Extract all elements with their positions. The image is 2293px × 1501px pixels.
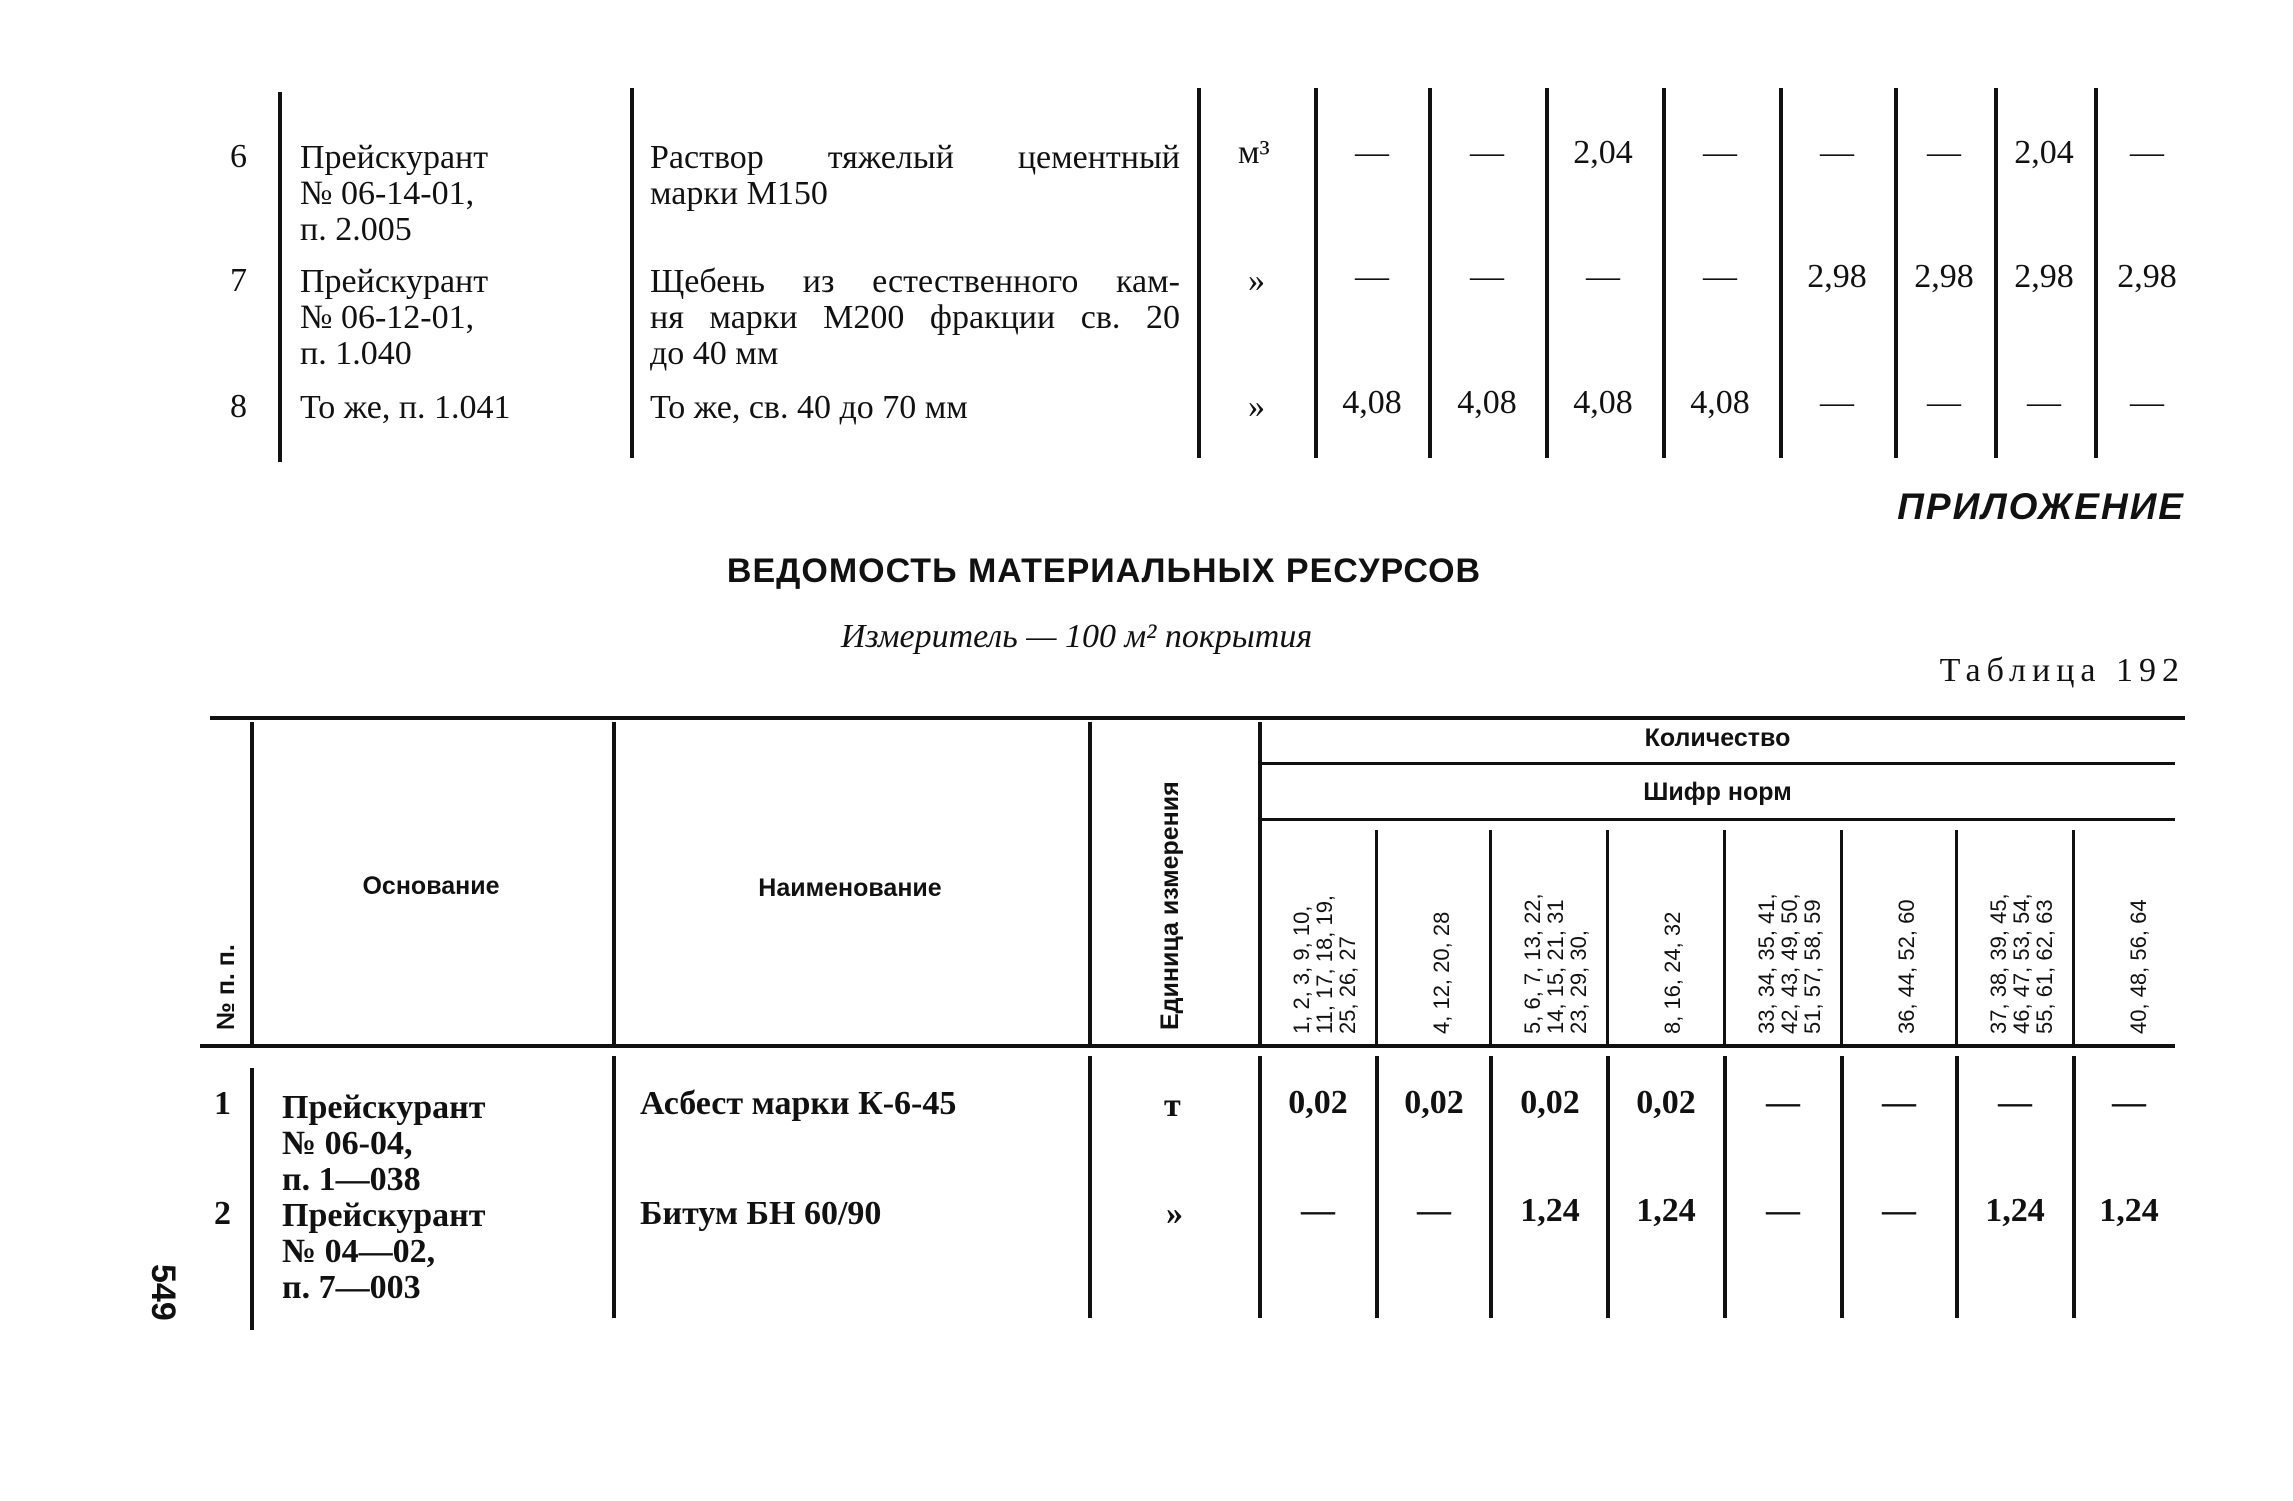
row-basis: То же, п. 1.041 [300,389,511,426]
value-cell: 0,02 [1636,1084,1696,1121]
row-unit: » [1248,262,1265,299]
norm-code-line: 40, 48, 56, 64 [2125,899,2151,1034]
body-rule-1 [250,1068,254,1330]
value-cell: 2,98 [1914,258,1974,295]
header-quantity: Количество [1644,724,1791,752]
value-cell: — [1820,134,1854,171]
table-label: Таблица 192 [1939,652,2185,689]
hdr-rule-10 [1955,830,1958,1044]
value-cell: — [2130,384,2164,421]
value-cell: — [2027,384,2061,421]
value-cell: — [2130,134,2164,171]
value-cell: — [1586,258,1620,295]
row-number: 1 [214,1085,231,1122]
value-cell: — [2112,1084,2146,1121]
norm-code-label [1895,899,1918,1034]
hdr-rule-8 [1723,830,1726,1044]
norm-code-label [1430,912,1453,1034]
value-cell: — [1927,384,1961,421]
value-cell: — [1301,1192,1335,1229]
body-rule-2 [612,1056,616,1318]
norm-code-line: 5, 6, 7, 13, 22, [1519,893,1545,1034]
row-unit: т [1164,1087,1181,1124]
norm-code-label [1661,912,1684,1034]
value-cell: — [1703,134,1737,171]
row-basis: Прейскурант № 06-14-01, п. 2.005 [300,139,489,248]
hdr-rule-4 [1258,722,1262,1044]
row-number: 7 [230,262,247,299]
norm-code-label [1521,893,1590,1034]
hdr-rule-7 [1606,830,1609,1044]
norm-code-line: 25, 26, 27 [1334,936,1360,1034]
document-title: ВЕДОМОСТЬ МАТЕРИАЛЬНЫХ РЕСУРСОВ [726,552,1482,590]
codes-rule [1260,818,2175,821]
header-name: Наименование [758,874,942,902]
norm-code-line: 42, 43, 49, 50, [1776,893,1802,1034]
row-basis: Прейскурант № 06-04, п. 1—038 [282,1089,486,1198]
header-bottom-rule [200,1044,2175,1048]
value-cell: 0,02 [1288,1084,1348,1121]
header-unit: Единица измерения [1156,781,1184,1030]
body-rule-4 [1258,1056,1262,1318]
norm-code-line: 14, 15, 21, 31 [1542,899,1568,1034]
value-cell: 4,08 [1342,384,1402,421]
norm-code-line: 55, 61, 62, 63 [2031,899,2057,1034]
value-cell: 2,98 [2117,258,2177,295]
value-cell: — [1417,1192,1451,1229]
norm-code-line: 23, 29, 30, [1565,930,1591,1034]
value-cell: 2,04 [2014,134,2074,171]
norm-code-line: 51, 57, 58, 59 [1799,899,1825,1034]
value-cell: — [1470,134,1504,171]
body-rule-10 [1955,1056,1959,1318]
value-cell: 1,24 [1636,1192,1696,1229]
row-unit: » [1248,388,1265,425]
body-rule-6 [1489,1056,1493,1318]
hdr-rule-5 [1375,830,1378,1044]
norm-code-label [1290,895,1359,1034]
value-cell: — [1355,134,1389,171]
norm-code-line: 8, 16, 24, 32 [1659,911,1685,1034]
top-rule-2 [630,88,634,458]
value-cell: — [1882,1084,1916,1121]
hdr-rule-6 [1489,830,1492,1044]
value-cell: — [1766,1084,1800,1121]
norm-code-label [2127,899,2150,1034]
value-cell: 2,04 [1573,134,1633,171]
top-rule-3 [1197,88,1201,458]
header-codes-title: Шифр норм [1643,778,1792,806]
body-rule-7 [1606,1056,1610,1318]
value-cell: 1,24 [1985,1192,2045,1229]
row-number: 2 [214,1195,231,1232]
value-cell: 2,98 [1807,258,1867,295]
value-cell: 1,24 [1520,1192,1580,1229]
row-name: Битум БН 60/90 [640,1195,882,1232]
norm-code-line: 36, 44, 52, 60 [1893,899,1919,1034]
value-cell: 4,08 [1457,384,1517,421]
body-rule-3 [1088,1056,1092,1318]
value-cell: — [1927,134,1961,171]
norm-code-line: 33, 34, 35, 41, [1753,893,1779,1034]
row-basis: Прейскурант № 04—02, п. 7—003 [282,1197,486,1306]
header-row-number: № п. п. [212,944,240,1030]
row-name: То же, св. 40 до 70 мм [650,389,968,426]
quantity-rule [1260,762,2175,765]
table-top-rule [210,716,2185,720]
norm-code-label [1987,893,2056,1034]
hdr-rule-9 [1840,830,1843,1044]
appendix-label: ПРИЛОЖЕНИЕ [1897,486,2185,527]
value-cell: 0,02 [1520,1084,1580,1121]
norm-code-line: 1, 2, 3, 9, 10, [1288,905,1314,1034]
value-cell: — [1882,1192,1916,1229]
row-number: 8 [230,388,247,425]
page-number: 549 [144,1264,182,1321]
norm-code-line: 37, 38, 39, 45, [1985,893,2011,1034]
value-cell: — [1703,258,1737,295]
value-cell: 0,02 [1404,1084,1464,1121]
hdr-rule-3 [1088,722,1092,1044]
row-name: Асбест марки К-6-45 [640,1085,957,1122]
value-cell: 4,08 [1690,384,1750,421]
row-basis: Прейскурант № 06-12-01, п. 1.040 [300,263,489,372]
value-cell: — [1998,1084,2032,1121]
row-name: Раствор тяжелый цементный марки М150 [650,139,1180,212]
row-number: 6 [230,138,247,175]
value-cell: — [1470,258,1504,295]
value-cell: — [1820,384,1854,421]
norm-code-label [1755,893,1824,1034]
norm-code-line: 46, 47, 53, 54, [2008,893,2034,1034]
row-unit: » [1166,1195,1183,1232]
norm-code-line: 11, 17, 18, 19, [1311,894,1337,1034]
norm-code-line: 4, 12, 20, 28 [1428,911,1454,1034]
value-cell: — [1355,258,1389,295]
header-basis: Основание [362,872,500,900]
row-name: Щебень из естественного кам- ня марки М200 фракции св. 20 до 40 мм [650,263,1180,372]
value-cell: 1,24 [2099,1192,2159,1229]
row-unit: м³ [1238,134,1270,171]
top-rule-1 [278,92,282,462]
body-rule-8 [1723,1056,1727,1318]
value-cell: 2,98 [2014,258,2074,295]
value-cell: — [1766,1192,1800,1229]
hdr-rule-11 [2072,830,2075,1044]
value-cell: 4,08 [1573,384,1633,421]
measurement-unit: Измеритель — 100 м² покрытия [840,618,1313,655]
